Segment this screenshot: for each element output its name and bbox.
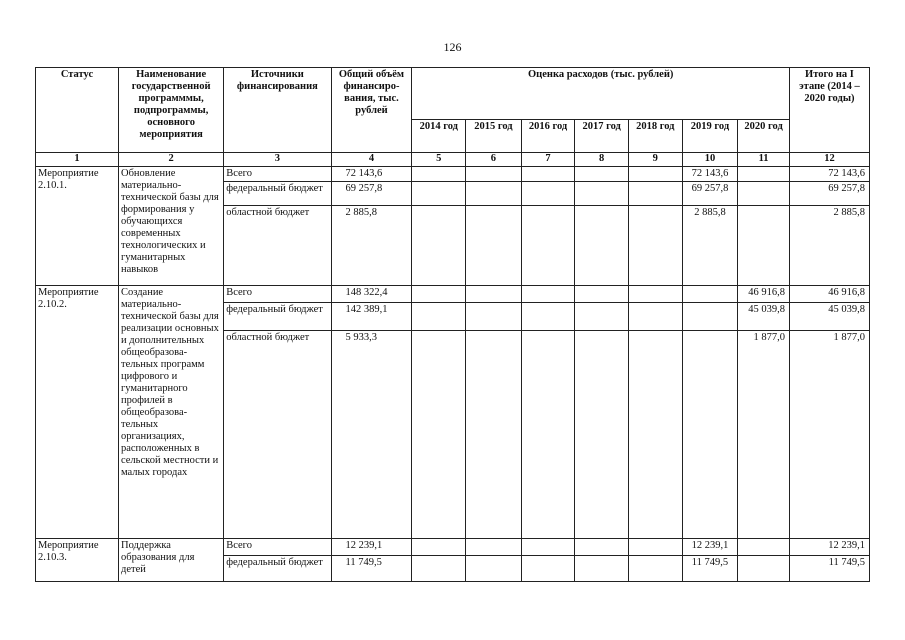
year-2020-cell [738,206,790,286]
event-status: Мероприятие 2.10.1. [36,167,119,286]
stage-total-cell: 45 039,8 [789,303,869,331]
year-2019-cell [682,331,738,539]
header-status: Статус [36,68,119,153]
table-row [36,286,870,303]
page-number: 126 [443,40,462,54]
event-name: Поддержка образования для детей [118,539,223,582]
event-status: Мероприятие 2.10.3. [36,539,119,582]
stage-total-cell: 1 877,0 [789,331,869,539]
total-cell: 72 143,6 [331,167,412,182]
year-2019-cell: 69 257,8 [682,182,738,206]
source-cell: федеральный бюджет [224,182,331,206]
total-cell: 11 749,5 [331,556,412,582]
event-name: Создание материально-технической базы для реализации основных и дополнительных общеобразова-тельных программ цифрового и гуманитарного профилей в общеобразова-тельных организациях, расположенных в сельской местности и малых городах [118,286,223,539]
stage-total-cell: 46 916,8 [789,286,869,303]
header-year: 2014 год [412,120,466,153]
header-year: 2018 год [628,120,682,153]
header-total: Общий объём финансиро-вания, тыс. рублей [331,68,412,153]
source-cell: Всего [224,286,331,303]
total-cell: 69 257,8 [331,182,412,206]
header-year: 2020 год [738,120,790,153]
header-sources: Источники финансирования [224,68,331,153]
header-year: 2019 год [682,120,738,153]
year-2019-cell [682,286,738,303]
year-2019-cell: 12 239,1 [682,539,738,556]
year-2020-cell: 1 877,0 [738,331,790,539]
column-number: 9 [628,153,682,167]
column-number: 8 [575,153,629,167]
column-number: 6 [466,153,522,167]
stage-total-cell: 2 885,8 [789,206,869,286]
year-2020-cell: 45 039,8 [738,303,790,331]
column-number: 10 [682,153,738,167]
stage-total-cell: 12 239,1 [789,539,869,556]
header-estimate: Оценка расходов (тыс. рублей) [412,68,790,120]
column-number: 11 [738,153,790,167]
total-cell: 148 322,4 [331,286,412,303]
year-2020-cell [738,167,790,182]
column-number: 4 [331,153,412,167]
event-status: Мероприятие 2.10.2. [36,286,119,539]
source-cell: Всего [224,167,331,182]
source-cell: областной бюджет [224,206,331,286]
column-number: 3 [224,153,331,167]
source-cell: Всего [224,539,331,556]
stage-total-cell: 69 257,8 [789,182,869,206]
table-row [36,539,870,556]
column-number: 1 [36,153,119,167]
column-number: 2 [118,153,223,167]
total-cell: 5 933,3 [331,331,412,539]
column-number: 12 [789,153,869,167]
year-2020-cell [738,539,790,556]
header-year: 2017 год [575,120,629,153]
total-cell: 12 239,1 [331,539,412,556]
source-cell: федеральный бюджет [224,303,331,331]
year-2020-cell: 46 916,8 [738,286,790,303]
total-cell: 2 885,8 [331,206,412,286]
column-number: 5 [412,153,466,167]
stage-total-cell: 72 143,6 [789,167,869,182]
header-year: 2015 год [466,120,522,153]
header-year: 2016 год [521,120,575,153]
column-number: 7 [521,153,575,167]
header-stage-total: Итого на I этапе (2014 – 2020 годы) [789,68,869,153]
year-2020-cell [738,556,790,582]
total-cell: 142 389,1 [331,303,412,331]
year-2019-cell [682,303,738,331]
year-2020-cell [738,182,790,206]
column-numbers-row [36,153,870,167]
year-2019-cell: 11 749,5 [682,556,738,582]
event-name: Обновление материально-технической базы для формирования у обучающихся современных технологических и гуманитарных навыков [118,167,223,286]
year-2019-cell: 72 143,6 [682,167,738,182]
header-name: Наименование государственной программмы, подпрограммы, основного мероприятия [118,68,223,153]
source-cell: федеральный бюджет [224,556,331,582]
stage-total-cell: 11 749,5 [789,556,869,582]
financing-table [35,67,870,582]
year-2019-cell: 2 885,8 [682,206,738,286]
table-row [36,167,870,182]
source-cell: областной бюджет [224,331,331,539]
